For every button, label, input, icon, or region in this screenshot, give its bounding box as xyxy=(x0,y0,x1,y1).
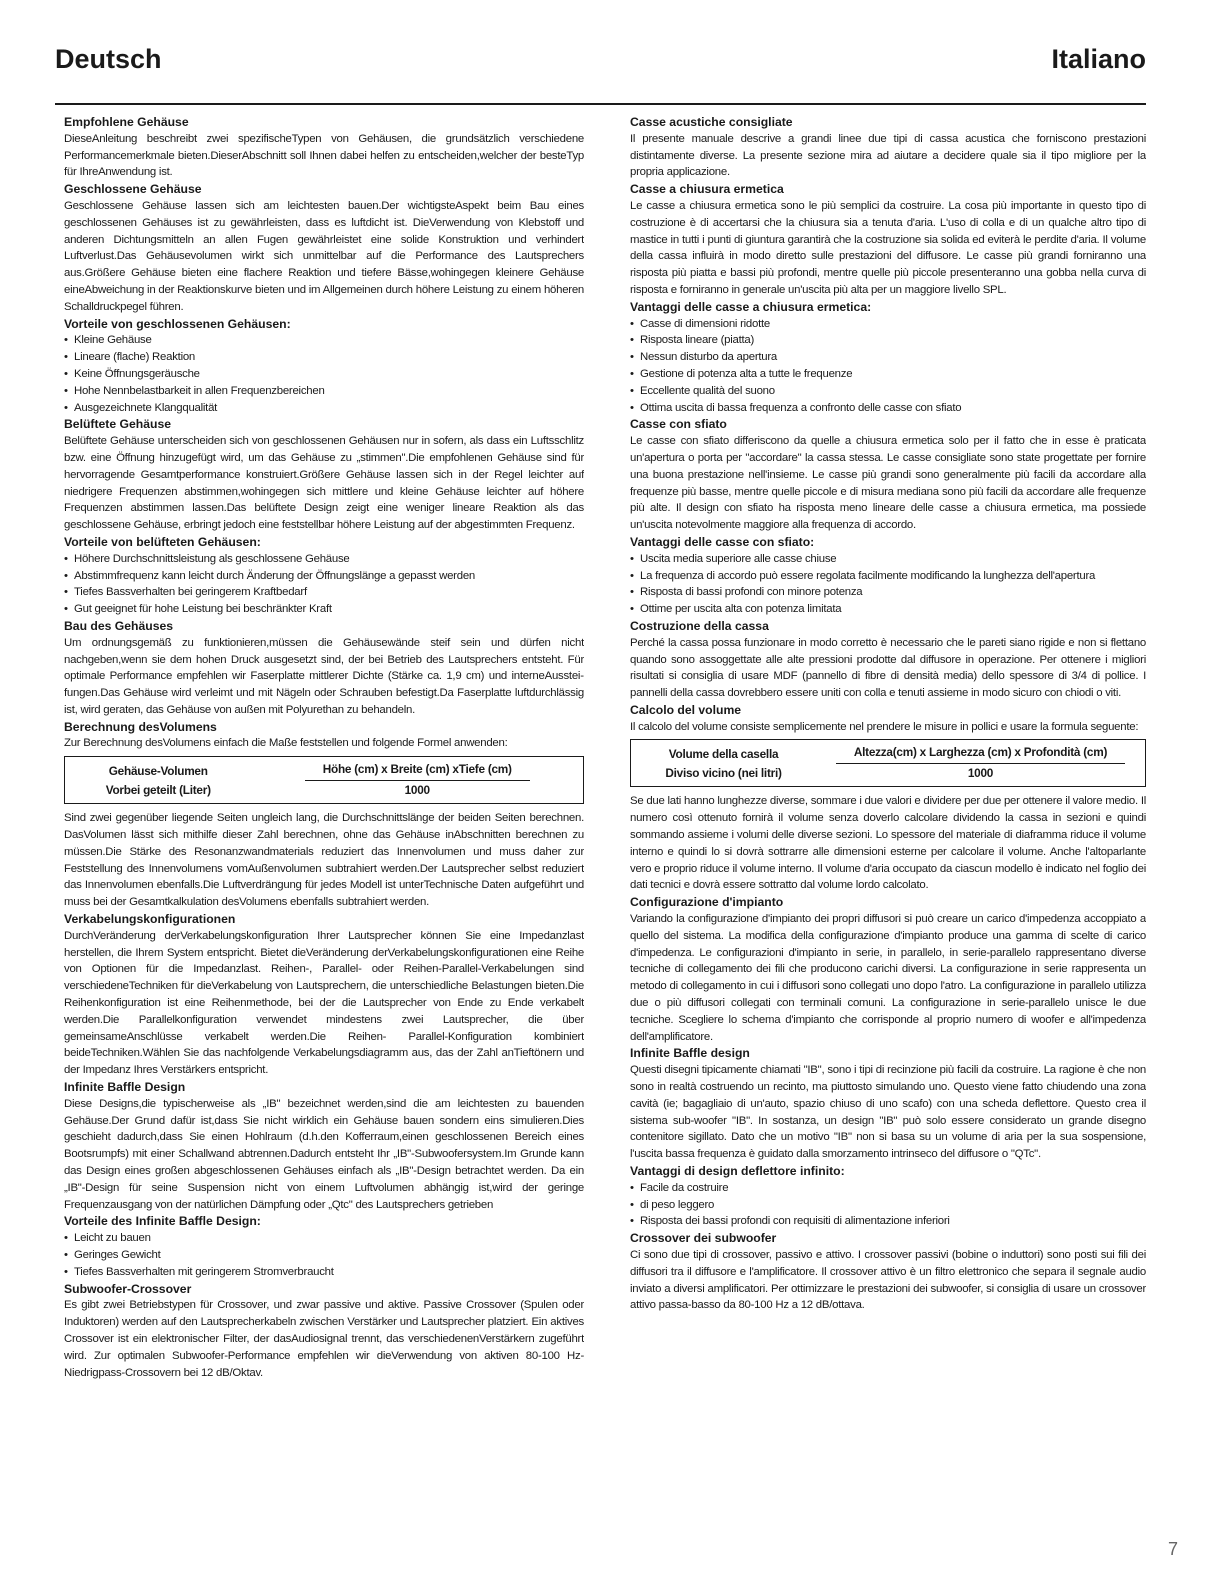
section-text: Le casse con sfiato differiscono da quelle a chiusura ermetica solo per il fatto che in esse è praticata un'apertura o porta per "accordare" la cassa stessa. Le casse consigliate sono state progettate per fornire una buona prestazione nell'insieme. Le casse più grandi sono generalmente più facili da accordare alla frequenze più basse, mentre quelle piccole e di misura mediana sono più facili da accordare alle frequenze più alte. Il design con sfiato ha risposta meno lineare delle casse a chiusura ermetica, ma possiede un'uscita notevolmente maggiore alla frequenza di accordo. xyxy=(630,435,1146,532)
section-text: Es gibt zwei Betriebstypen für Crossover, und zwar passive und aktive. Passive Crossover (Spulen oder Induktoren) werden auf den Lautsprecherkabeln zwischen Verstärker und Lautsprecher platziert. Ein aktives Crossover ist ein elektronischer Filter, der dasAudiosignal trennt, das verschiedenenVerstärkern zugeführt wird. Zur optimalen Subwoofer-Performance empfehlen wir dieVerwendung von aktiven 80-100 Hz-Niedrigpass-Crossovern bei 12 dB/Oktav. xyxy=(64,1299,584,1379)
list-item: • di peso leggero xyxy=(630,1197,1146,1214)
list-item: • Tiefes Bassverhalten bei geringerem Kraftbedarf xyxy=(64,584,584,601)
section-title: Casse con sfiato xyxy=(630,417,727,432)
section-text: Questi disegni tipicamente chiamati "IB", sono i tipi di recinzione più facili da costruire. La ragione è che non sono in realtà costruendo un recinto, ma piuttosto simulando uno. Questo viene fatto chiudendo una zona cavità (ie; bagagliaio di un'auto, spazio chiuso di uno scafo) con una scheda deflettore. Questo crea il sistema sub-woofer "IB". In sostanza, un design "IB" può solo essere considerato un grande disegno contenitore sigillato. Dato che un motivo "IB" non si basa su un volume di aria per la sua sospensione, l'uscita bassa frequenza è guidato dalla smorzamento intrinseco del diffusore o "QTc". xyxy=(630,1064,1146,1161)
language-heading-italian: Italiano xyxy=(1051,44,1146,74)
section-text: Diese Designs,die typischerweise als „IB" bezeichnet werden,sind die am leichtesten zu bauenden Gehäuse.Der Grund dafür ist,dass Sie nicht wirklich ein Gehäuse bauen sondern eins simulieren.Dies geschieht dadurch,dass Sie einen Hohlraum (d.h.den Kofferraum,einen geschlossenen Bereich eines Bootsrumpfs) mit einer Schallwand abtrennen.Dadurch entsteht Ihr „IB"-Subwoofersystem.Im Grunde kann das Design eines großen abgeschlossenen Gehäuses einfach als „IB"-Design betrachtet werden. Da ein „IB"-Design für seine Suspension nicht von einem Luftvolumen abhängig ist,wird der geringe Frequenzausgang von der natürlichen Dämpfung oder „Qtc" des Lautsprechers getrieben xyxy=(64,1097,584,1211)
section-text: Se due lati hanno lunghezze diverse, sommare i due valori e dividere per due per ottenere il valore medio. Il numero così ottenuto fornirà il volume senza doverlo calcolare dividendo la cassa in sezioni e quindi sommando assieme i volumi delle diverse sezioni. Lo spessore del materiale di diaframma riduce il volume interno e quindi lo si dovrà sottrarre alle dimensioni esterne per calcolare il volume. Anche l'altoparlante vero e proprio riduce il volume interno. Il volume d'aria occupato da ciascun modello è indicato nel foglio dei dati tecnici e dovrà essere sottratto dal volume lordo calcolato. xyxy=(630,795,1146,892)
bullet-list xyxy=(64,551,584,618)
italian-column xyxy=(630,114,1146,1524)
section-title: Subwoofer-Crossover xyxy=(64,1281,192,1296)
german-column xyxy=(64,114,584,1524)
section-text: Belüftete Gehäuse unterscheiden sich von geschlossenen Gehäusen nur in sofern, als dass ein Luftsschlitz bzw. eine Öffnung hinzugefügt wird, um das Gehäuse zu „stimmen".Die empfohlenen Gehäuse sind für hervorragende Gesamtperformance konstruiert.Größere Gehäuse lassen sich in der Regel leichter auf niedrigere Frequenzen abstimmen,wohingegen sich mittlere und kleine Gehäuse leichter auf höhere Frequenzen abstimmen lassen.Das belüftete Design zeigt eine weniger lineare Reaktion als das geschlossene Gehäuse, erbringt jedoch eine feststellbar höhere Leistung auf der abgestimmten Frequenz. xyxy=(64,435,584,532)
list-item: • Leicht zu bauen xyxy=(64,1230,584,1247)
section-title: Costruzione della cassa xyxy=(630,618,769,633)
section-title: Vorteile von belüfteten Gehäusen: xyxy=(64,534,261,549)
section-title: Infinite Baffle design xyxy=(630,1046,750,1061)
section-title: Crossover dei subwoofer xyxy=(630,1231,777,1246)
list-item: • Uscita media superiore alle casse chiuse xyxy=(630,551,1146,568)
list-item: • Gut geeignet für hohe Leistung bei beschränkter Kraft xyxy=(64,601,584,618)
section-title: Vorteile des Infinite Baffle Design: xyxy=(64,1214,261,1229)
list-item: • Höhere Durchschnittsleistung als geschlossene Gehäuse xyxy=(64,551,584,568)
section-title: Infinite Baffle Design xyxy=(64,1080,186,1095)
bullet-list xyxy=(630,551,1146,618)
volume-formula-box xyxy=(64,756,584,804)
section-text: Zur Berechnung desVolumens einfach die Maße feststellen und folgende Formel anwenden: xyxy=(64,737,508,750)
section-text: Um ordnungsgemäß zu funktionieren,müssen die Gehäusewände steif sein und dürfen nicht nachgeben,wenn sie dem hohen Druck ausgesetzt sind, der bei Betrieb des Lautsprechers entsteht. Für optimale Performance empfehlen wir Faserplatte mittlerer Dichte (Stärke ca. 1,9 cm) und interneAussteifungen.Das Gehäuse wird verleimt und mit Nägeln oder Schrauben befestigt.Da Faserplatte luftdurchlässig ist, wird geraten, das Gehäuse von außen mit Polyurethan zu behandeln. xyxy=(64,636,584,716)
list-item: • Keine Öffnungsgeräusche xyxy=(64,366,584,383)
section-text: Ci sono due tipi di crossover, passivo e attivo. I crossover passivi (bobine o induttori) sono posti sui fili dei diffusori tra il diffusore e l'amplificatore. Il crossover attivo è un filtro elettronico che separa il segnale audio inviato a diversi amplificatori. Per ottimizzare le prestazioni dei subwoofer, si consiglia di usare un crossover attivo passa-basso da 80-100 Hz a 12 dB/ottava. xyxy=(630,1249,1146,1312)
formula-numerator: Altezza(cm) x Larghezza (cm) x Profondità (cm) xyxy=(836,743,1125,764)
list-item: • Hohe Nennbelastbarkeit in allen Frequenzbereichen xyxy=(64,383,584,400)
list-item: • Risposta dei bassi profondi con requisiti di alimentazione inferiori xyxy=(630,1213,1146,1230)
section-title: Vantaggi delle casse con sfiato: xyxy=(630,534,815,549)
section-title: Verkabelungskonfigurationen xyxy=(64,912,236,927)
formula-label: Diviso vicino (nei litri) xyxy=(665,766,782,781)
section-title: Belüftete Gehäuse xyxy=(64,417,172,432)
bullet-list xyxy=(630,1180,1146,1230)
list-item: • Ottima uscita di bassa frequenza a confronto delle casse con sfiato xyxy=(630,400,1146,417)
section-title: Berechnung desVolumens xyxy=(64,719,217,734)
list-item: • Casse di dimensioni ridotte xyxy=(630,316,1146,333)
formula-label: Gehäuse-Volumen xyxy=(108,763,208,778)
volume-formula-box xyxy=(630,739,1146,787)
formula-label: Volume della casella xyxy=(668,746,779,761)
list-item: • Tiefes Bassverhalten mit geringerem Stromverbraucht xyxy=(64,1264,584,1281)
section-text: Perché la cassa possa funzionare in modo corretto è necessario che le pareti siano rigide e non si flettano quando sono assoggettate alle alte pressioni prodotte dal diffusore in operazione. Per ottenere i migliori risultati si consiglia di usare MDF (pannello di fibre di densità media) dello spessore di 3/4 di pollice. I pannelli della cassa dovrebbero essere uniti con colla e tenuti assieme in modo sicuro con chiodi o viti. xyxy=(630,636,1146,700)
section-title: Vorteile von geschlossenen Gehäusen: xyxy=(64,316,291,331)
header-divider xyxy=(55,103,1146,105)
formula-denominator: 1000 xyxy=(967,766,994,781)
section-title: Calcolo del volume xyxy=(630,702,742,717)
section-title: Casse a chiusura ermetica xyxy=(630,182,784,197)
list-item: • Risposta lineare (piatta) xyxy=(630,332,1146,349)
page-header xyxy=(55,42,1146,82)
section-text: Il calcolo del volume consiste semplicemente nel prendere le misure in pollici e usare la formula seguente: xyxy=(630,720,1139,733)
list-item: • Facile da costruire xyxy=(630,1180,1146,1197)
list-item: • Lineare (flache) Reaktion xyxy=(64,349,584,366)
language-heading-german: Deutsch xyxy=(55,44,162,74)
list-item: • Eccellente qualità del suono xyxy=(630,383,1146,400)
section-text: Geschlossene Gehäuse lassen sich am leichtesten bauen.Der wichtigsteAspekt beim Bau eines geschlossenen Gehäuses ist zu gewährleisten, dass es luftdicht ist. DieVerwendung von Klebstoff und anderen Dichtungsmitteln an allen Fugen gewährleistet eine solide Konstruktion und verhindert Luftverlust.Das Gehäusevolumen wirkt sich unmittelbar auf die Performance des Lautsprechers aus.Größere Gehäuse bieten eine flachere Reaktion und tiefere Bässe,wohingegen kleinere Gehäuse eineAbweichung in der Reaktionskurve bieten und im Allgemeinen durch höhere Leistung zu einem höheren Schalldruckpegel führen. xyxy=(64,199,584,313)
list-item: • Kleine Gehäuse xyxy=(64,332,584,349)
section-text: DurchVeränderung derVerkabelungskonfiguration Ihrer Lautsprecher können Sie eine Impedanzlast herstellen, die Ihrem System entspricht. Bietet dieVeränderung derVerkabelungskonfigurationen eine Reihe von Optionen für die Impedanzlast. Reihen-, Parallel- oder Reihen-Parallel-Verkabelungen sind verschiedeneTechniken für dieVerkabelung von Lautsprechern, die unterschiedliche Belastungen bieten.Die Reihenkonfiguration ist eine Reihenmethode, bei der die Lautsprecher von Ende zu Ende verkabelt werden.Die Parallelkonfiguration verwendet mindestens zwei Lautsprecher, die über gemeinsameAnschlüsse verkabelt werden.Die Reihen- Parallel-Konfiguration kombiniert beideTechniken.Wählen Sie das nachfolgende Verkabelungsdiagramm aus, das der Zahl anTieftönern und der Impedanz Ihres Verstärkers entspricht. xyxy=(64,929,584,1077)
section-title: Configurazione d'impianto xyxy=(630,895,784,910)
formula-numerator: Höhe (cm) x Breite (cm) xTiefe (cm) xyxy=(305,760,530,781)
formula-denominator: 1000 xyxy=(404,783,430,798)
list-item: • Risposta di bassi profondi con minore potenza xyxy=(630,584,1146,601)
section-text: DieseAnleitung beschreibt zwei spezifischeTypen von Gehäusen, die grundsätzlich verschiedene Performancemerkmale bieten.DieserAbschnitt soll Ihnen dabei helfen zu entscheiden,welcher der besteTyp für IhreAnwendung ist. xyxy=(64,132,584,179)
list-item: • La frequenza di accordo può essere regolata facilmente modificando la lunghezza dell'apertura xyxy=(630,568,1146,585)
list-item: • Geringes Gewicht xyxy=(64,1247,584,1264)
bullet-list xyxy=(630,316,1146,417)
formula-label: Vorbei geteilt (Liter) xyxy=(105,783,211,798)
bullet-list xyxy=(64,332,584,416)
section-title: Vantaggi di design deflettore infinito: xyxy=(630,1164,845,1179)
list-item: • Nessun disturbo da apertura xyxy=(630,349,1146,366)
section-text: Le casse a chiusura ermetica sono le più semplici da costruire. La cosa più importante in questo tipo di costruzione è di accertarsi che la chiusura sia a tenuta d'aria. L'uso di colla e di un qualche altro tipo di mastice in tutti i punti di giuntura garantirà che la costruzione sia solida ed eviterà le perdite d'aria. Il volume della cassa influirà in modo diretto sulle prestazioni del diffusore. Le casse più grandi forniranno una risposta più piatta e bassi più profondi, mentre quelle più piccole presenteranno una gobba nella curva di risposta e forniranno in generale un'uscita più alta per un maggiore livello SPL. xyxy=(630,199,1146,296)
section-title: Geschlossene Gehäuse xyxy=(64,182,202,197)
list-item: • Ottime per uscita alta con potenza limitata xyxy=(630,601,1146,618)
page-number: 7 xyxy=(1167,1539,1178,1559)
list-item: • Gestione di potenza alta a tutte le frequenze xyxy=(630,366,1146,383)
bullet-list xyxy=(64,1230,584,1280)
section-text: Sind zwei gegenüber liegende Seiten ungleich lang, die Durchschnittslänge der beiden Seiten berechnen. DasVolumen lässt sich mithilfe dieser Zahl berechnen, ohne das Gehäuse inAbschnitten berechnen zu müssen.Die Stärke des Resonanzwandmaterials reduziert das Innenvolumen und muss daher zur Feststellung des Innenvolumens vomAußenvolumen subtrahiert werden.Der Lautsprecher selbst reduziert das Innenvolumen ebenfalls.Die Luftverdrängung für jedes Modell ist unterTechnische Daten aufgeführt und muss bei der Gesamtkalkulation desVolumens ebenfalls subtrahiert werden. xyxy=(64,812,584,909)
section-text: Variando la configurazione d'impianto dei propri diffusori si può creare un carico d'impedenza accoppiato a quello del sistema. La modifica della configurazione d'impianto produce una gamma di scelte di carico d'impedenza. Le configurazioni d'impianto in serie, in parallelo, in serie-parallelo rappresentano diverse tecniche di collegamento dei fili che producono carichi diversi. La configurazione in serie rappresenta un metodo di collegamento in cui i diffusori sono collegati uno dopo l'atro. La configurazione in parallelo utilizza due o più diffusori collegati con terminali comuni. La configurazione in serie-parallelo unisce le due tecniche. Scegliere lo schema d'impianto che corrisponde al proprio numero di woofer e all'impedenza dell'amplificatore. xyxy=(630,913,1146,1043)
section-text: Il presente manuale descrive a grandi linee due tipi di cassa acustica che forniscono prestazioni distintamente diverse. La presente sezione mira ad aiutare a decidere quale sia il tipo migliore per la propria applicazione. xyxy=(630,132,1146,179)
section-title: Casse acustiche consigliate xyxy=(630,115,793,129)
list-item: • Ausgezeichnete Klangqualität xyxy=(64,400,584,417)
list-item: • Abstimmfrequenz kann leicht durch Änderung der Öffnungslänge a gepasst werden xyxy=(64,568,584,585)
section-title: Bau des Gehäuses xyxy=(64,618,174,633)
section-title: Empfohlene Gehäuse xyxy=(64,115,189,129)
section-title: Vantaggi delle casse a chiusura ermetica: xyxy=(630,299,872,314)
